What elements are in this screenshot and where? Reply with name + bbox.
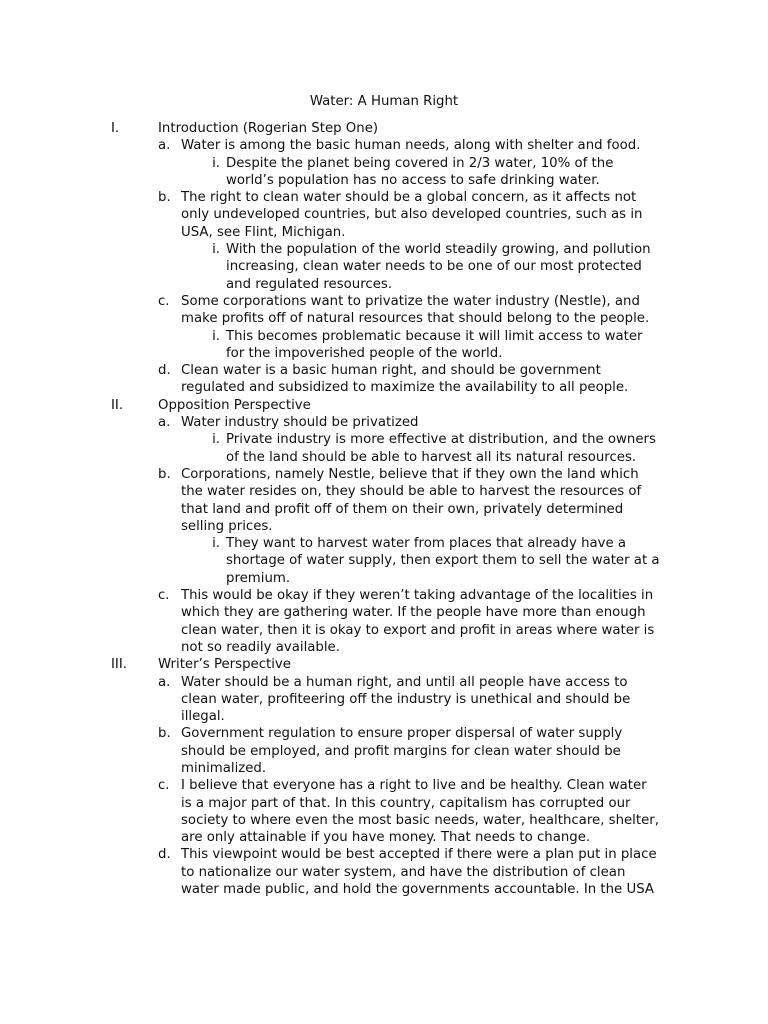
- outline-subitem: [0, 431, 768, 466]
- outline-subitem: [0, 535, 768, 587]
- item-text: Government regulation to ensure proper dispersal of water supply should be employed, and profit margins for clean water should be minimalized.: [181, 726, 623, 776]
- section-heading: Introduction (Rogerian Step One): [158, 121, 379, 136]
- item-letter: c.: [158, 778, 170, 794]
- outline-item: [0, 466, 768, 535]
- item-letter: a.: [158, 138, 171, 154]
- item-letter: c.: [158, 293, 170, 309]
- outline-subitem: [0, 155, 768, 190]
- section-numeral: II.: [111, 397, 124, 413]
- item-letter: b.: [158, 466, 171, 482]
- item-text: I believe that everyone has a right to live and be healthy. Clean water is a major part of that. In this country, capitalism has corrupted our society to where even the most basic needs, water, healthcare, shelter, are only attainable if you have money. That needs to change.: [181, 778, 659, 846]
- section-writers-perspective: [0, 656, 768, 673]
- outline-subitem: [0, 328, 768, 363]
- subitem-text: Despite the planet being covered in 2/3 water, 10% of the world’s population has no access to safe drinking water.: [226, 155, 614, 188]
- document-title: Water: A Human Right: [309, 94, 459, 109]
- outline-item: [0, 189, 768, 241]
- outline-item: [0, 137, 768, 154]
- item-text: Clean water is a basic human right, and should be government regulated and subsidized to maximize the availability to all people.: [181, 363, 629, 396]
- outline-item: [0, 414, 768, 431]
- item-text: This viewpoint would be best accepted if there were a plan put in place to nationalize our water system, and have the distribution of clean water made public, and hold the governments accountable. In the USA: [181, 847, 657, 898]
- outline-subitem: [0, 241, 768, 293]
- outline-item: [0, 777, 768, 846]
- section-introduction: [0, 120, 768, 137]
- subitem-text: With the population of the world steadily growing, and pollution increasing, clean water needs to be one of our most protected and regulated resources.: [226, 242, 651, 292]
- item-text: The right to clean water should be a global concern, as it affects not only undeveloped countries, but also developed countries, such as in USA, see Flint, Michigan.: [181, 190, 643, 240]
- item-letter: c.: [158, 588, 170, 604]
- section-heading: Opposition Perspective: [158, 397, 311, 413]
- subitem-text: Private industry is more effective at distribution, and the owners of the land should be able to harvest all its natural resources.: [226, 432, 656, 465]
- subitem-numeral: i.: [212, 536, 220, 552]
- section-heading: Writer’s Perspective: [158, 657, 291, 673]
- item-letter: a.: [158, 415, 171, 431]
- section-numeral: III.: [111, 657, 127, 673]
- item-text: This would be okay if they weren’t taking advantage of the localities in which they are gathering water. If the people have more than enough clean water, then it is okay to export and profit in areas where water is not so readily available.: [181, 588, 655, 655]
- item-text: Water industry should be privatized: [181, 415, 419, 431]
- section-opposition-perspective: [0, 397, 768, 414]
- outline-item: [0, 587, 768, 656]
- item-letter: b.: [158, 726, 171, 742]
- subitem-numeral: i.: [212, 155, 220, 171]
- subitem-numeral: i.: [212, 432, 220, 448]
- item-letter: d.: [158, 363, 171, 379]
- item-letter: b.: [158, 190, 171, 206]
- item-letter: a.: [158, 674, 171, 690]
- item-letter: d.: [158, 847, 171, 863]
- subitem-numeral: i.: [212, 242, 220, 258]
- item-text: Water is among the basic human needs, along with shelter and food.: [181, 138, 641, 154]
- section-numeral: I.: [111, 121, 120, 136]
- subitem-numeral: i.: [212, 328, 220, 344]
- outline-item: [0, 674, 768, 726]
- item-text: Some corporations want to privatize the water industry (Nestle), and make profits off of natural resources that should belong to the people.: [181, 293, 650, 327]
- subitem-text: They want to harvest water from places that already have a shortage of water supply, then export them to sell the water at a premium.: [226, 536, 660, 586]
- item-text: Corporations, namely Nestle, believe that if they own the land which the water resides on, they should be able to harvest the resources of that land and profit off of them on their own, privately determined selling prices.: [181, 466, 642, 534]
- outline-item: [0, 725, 768, 777]
- subitem-text: This becomes problematic because it will limit access to water for the impoverished people of the world.: [226, 328, 643, 361]
- outline-item: [0, 362, 768, 397]
- outline: [0, 120, 768, 898]
- outline-item: [0, 846, 768, 898]
- item-text: Water should be a human right, and until all people have access to clean water, profiteering off the industry is unethical and should be illegal.: [181, 674, 631, 725]
- outline-item: [0, 293, 768, 328]
